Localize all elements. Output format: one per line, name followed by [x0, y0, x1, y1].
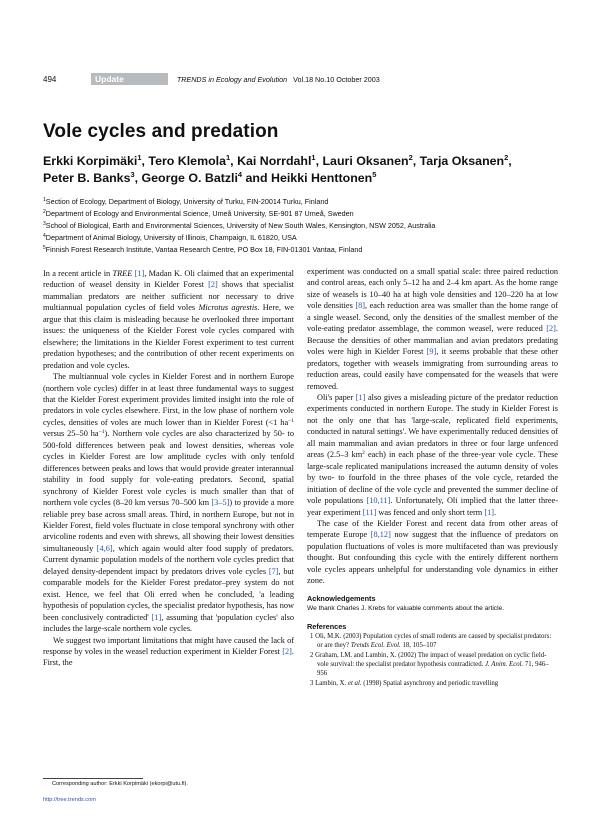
body-paragraph: The multiannual vole cycles in Kielder Forest and in northern Europe (northern vole cycles) differ in at least three fundamental ways to suggest that the Kielder Forest experiment provides limited insight into the role of predators in vole cycles elsewhere. First, in the low phase of northern vole cycles, densities of voles are much lower than in Kielder Forest (<1 $ha^{-1}$ versus 25–50 $ha^{-1}$). Northern vole cycles are also characterized by 50- to 500-fold differences between peak and lowest densities, whereas vole cycles in Kielder Forest are low amplitude cycles with only tenfold differences between peaks and lows that would provide greater interannual stability in food supply for vole-eating predators. Second, spatial synchrony of Kielder Forest vole cycles is much smaller than that of northern vole cycles (8–20 km versus 70–500 km [3–5]) to provide a more reliable prey base across small areas. Third, in northern Europe, but not in Kielder Forest, field voles fluctuate in close temporal synchrony with other arvicoline rodents and even with shrews, all showing their lowest densities simultaneously [4,6], which again would alter food supply of predators. Current dynamic population models of the northern vole cycles predict that delayed density-dependent impact by predators drives vole cycles [7], but comparable models for the Kielder Forest predator–prey system do not exist. Hence, we feel that Oli erred when he concluded, 'a leading hypothesis of population cycles, the specialist predator hypothesis, has now been conclusively contradicted' [1], assuming that 'population cycles' also includes the large-scale northern vole cycles. [43, 372, 294, 634]
author-affiliation-marker: 2 [504, 153, 509, 162]
references-heading: References [307, 621, 347, 631]
body-paragraph: We suggest two important limitations that might have caused the lack of response by voles in the weasel reduction experiment in Kielder Forest [2]. First, the [43, 635, 294, 668]
citation-link[interactable]: [1] [355, 392, 366, 402]
author-separator: , [508, 154, 512, 168]
citation-link[interactable]: [11] [362, 507, 377, 517]
body-paragraph: The case of the Kielder Forest and recent data from other areas of temperate Europe [8,12] now suggest that the influence of predators on population fluctuations of voles is more multifaceted than was previously thought. But confounding this cycle with the entirely different northern vole cycles appears unhelpful for understanding vole dynamics in either zone. [307, 518, 558, 586]
affiliation-text: Department of Ecology and Environmental Science, Umeå University, SE-901 87 Umeå, Sweden [45, 209, 354, 219]
affiliation [43, 196, 568, 208]
affiliation [43, 208, 568, 220]
affiliation [43, 232, 568, 244]
author-affiliation-marker: 2 [408, 153, 413, 162]
journal-name: TRENDS in Ecology and Evolution [176, 74, 288, 84]
citation-link[interactable]: [2] [208, 280, 218, 290]
acknowledgements-text: We thank Charles J. Krebs for valuable comments about the article. [307, 604, 505, 612]
section-tab: Update [91, 73, 168, 85]
body-paragraph: Oli's paper [1] also gives a misleading picture of the predator reduction experiments conducted in northern Europe. The study in Kielder Forest is not the only one that has 'large-scale, replicated field experiments, conducted in natural settings'. We have experimentally reduced densities of all main mammalian and avian predators in three or four large unfenced areas (2.5–3 $km^2$ each) in each phase of the three-year vole cycle. These large-scale replicated manipulations increased the autumn density of voles by two- to fourfold in the three phases of the vole cycle, retarded the initiation of decline of the vole cycle and prevented the summer decline of vole populations [10,11]. Unfortunately, Oli implied that the latter three-year experiment [11] was fenced and only short term [1]. [307, 392, 558, 517]
author-list [43, 153, 565, 187]
author-affiliation-marker: 1 [226, 153, 231, 162]
author-separator: , [134, 171, 142, 185]
reference-list [307, 632, 558, 688]
author-line-2 [43, 170, 565, 187]
article-title: Vole cycles and predation [43, 121, 279, 142]
affiliation-list [43, 196, 568, 256]
affiliation-text: Department of Animal Biology, University of Illinois, Champaign, IL 61820, USA [45, 233, 297, 243]
citation-link[interactable]: [2] [282, 646, 292, 656]
author-separator: , [412, 154, 420, 168]
citation-link[interactable]: [9] [426, 347, 437, 357]
reference-item: 1 Oli, M.K. (2003) Population cycles of small rodents are caused by specialist predators: or are they? Trends Ecol. Evol. 18, 105–107 [310, 632, 552, 650]
author-separator: , [315, 154, 323, 168]
affiliation-number: 3 [43, 221, 46, 228]
author-affiliation-marker: 3 [130, 170, 135, 179]
author-separator: , [141, 154, 149, 168]
author-name: Erkki Korpimäki [43, 154, 138, 168]
affiliation [43, 244, 568, 256]
citation-link[interactable]: [3–5] [211, 498, 230, 508]
affiliation-number: 2 [43, 209, 46, 216]
author-separator: and [242, 171, 272, 185]
citation-link[interactable]: [8,12] [370, 530, 391, 540]
affiliation-text: Section of Ecology, Department of Biology, University of Turku, FIN-20014 Turku, Finland [45, 197, 329, 206]
author-name: Kai Norrdahl [237, 154, 312, 168]
citation-link[interactable]: [7] [268, 566, 279, 576]
reference-item: 2 Graham, I.M. and Lambin, X. (2002) The impact of weasel predation on cyclic field-vole survival: the specialist predator hypothesis contradicted. J. Anim. Ecol. 71, 946–956 [310, 651, 549, 678]
reference-item: 3 Lambin, X. et al. (1998) Spatial asynchrony and periodic travelling [310, 679, 499, 687]
left-column [43, 268, 294, 669]
citation-link[interactable]: [1] [151, 612, 162, 622]
author-name: George O. Batzli [141, 171, 238, 185]
citation-link[interactable]: [1] [134, 269, 145, 278]
citation-link[interactable]: [1] [484, 507, 495, 517]
page-number: 494 [43, 74, 57, 84]
affiliation-text: School of Biological, Earth and Environmental Sciences, University of New South Wales, Kensington, NSW 2052, Australia [45, 221, 436, 231]
author-name: Lauri Oksanen [322, 154, 409, 168]
right-column-body [307, 266, 558, 587]
affiliation-number: 5 [43, 245, 46, 252]
citation-link[interactable]: [8] [355, 301, 366, 311]
citation-link[interactable]: [4,6] [96, 543, 113, 553]
author-affiliation-marker: 5 [372, 170, 377, 179]
affiliation-text: Finnish Forest Research Institute, Vantaa Research Centre, PO Box 18, FIN-01301 Vantaa, Finland [45, 245, 363, 255]
author-line-1 [43, 153, 565, 170]
body-paragraph: In a recent article in TREE [1], Madan K. Oli claimed that an experimental reduction of weasel density in Kielder Forest [2] shows that specialist mammalian predators are neither sufficient nor necessary to drive multiannual population cycles of field voles Microtus agrestis. Here, we argue that this claim is misleading because he overlooked three important issues: the uniqueness of the Kielder Forest vole cycles compared with elsewhere; the limitations in the Kielder Forest experiment to test current predation hypotheses; and the contribution of other recent experiments on predation and vole cycles. [43, 269, 294, 370]
acknowledgements-heading: Acknowledgements [307, 593, 376, 603]
author-affiliation-marker: 1 [311, 153, 316, 162]
volume-info: Vol.18 No.10 October 2003 [293, 74, 380, 84]
running-header [43, 73, 563, 85]
author-name: Tarja Oksanen [419, 154, 505, 168]
body-paragraph: experiment was conducted on a small spatial scale: three paired reduction and control areas, each only 5–12 ha and 2–4 km apart. As the home range size of weasels is 10–40 ha at high vole densities and 120–220 ha at low vole densities [8], each reduction area was smaller than the home range of a single weasel. Second, only the densities of the smallest member of the vole-eating predator assemblage, the common weasel, were reduced [2]. Because the densities of other mammalian and avian predators predating voles were high in Kielder Forest [9], it seems probable that these other predators, together with weasels immigrating from surrounding areas to reduction areas, could easily have compensated for the weasels that were removed. [307, 267, 559, 391]
right-column [307, 266, 558, 688]
citation-link[interactable]: [10,11] [366, 496, 391, 506]
footnote-rule [43, 778, 143, 779]
footer-url[interactable]: http://tree.trends.com [43, 797, 96, 803]
affiliation-number: 1 [43, 197, 46, 203]
affiliation-number: 4 [43, 233, 46, 240]
author-name: Tero Klemola [148, 154, 226, 168]
author-separator: , [230, 154, 238, 168]
author-name: Peter B. Banks [43, 171, 131, 185]
citation-link[interactable]: [2] [546, 324, 556, 334]
author-affiliation-marker: 1 [137, 153, 142, 162]
affiliation [43, 220, 568, 232]
author-affiliation-marker: 4 [237, 170, 243, 179]
author-name: Heikki Henttonen [271, 171, 373, 185]
corresponding-author-footnote: Corresponding author: Erkki Korpimäki (ekorpi@utu.fi). [52, 781, 188, 787]
